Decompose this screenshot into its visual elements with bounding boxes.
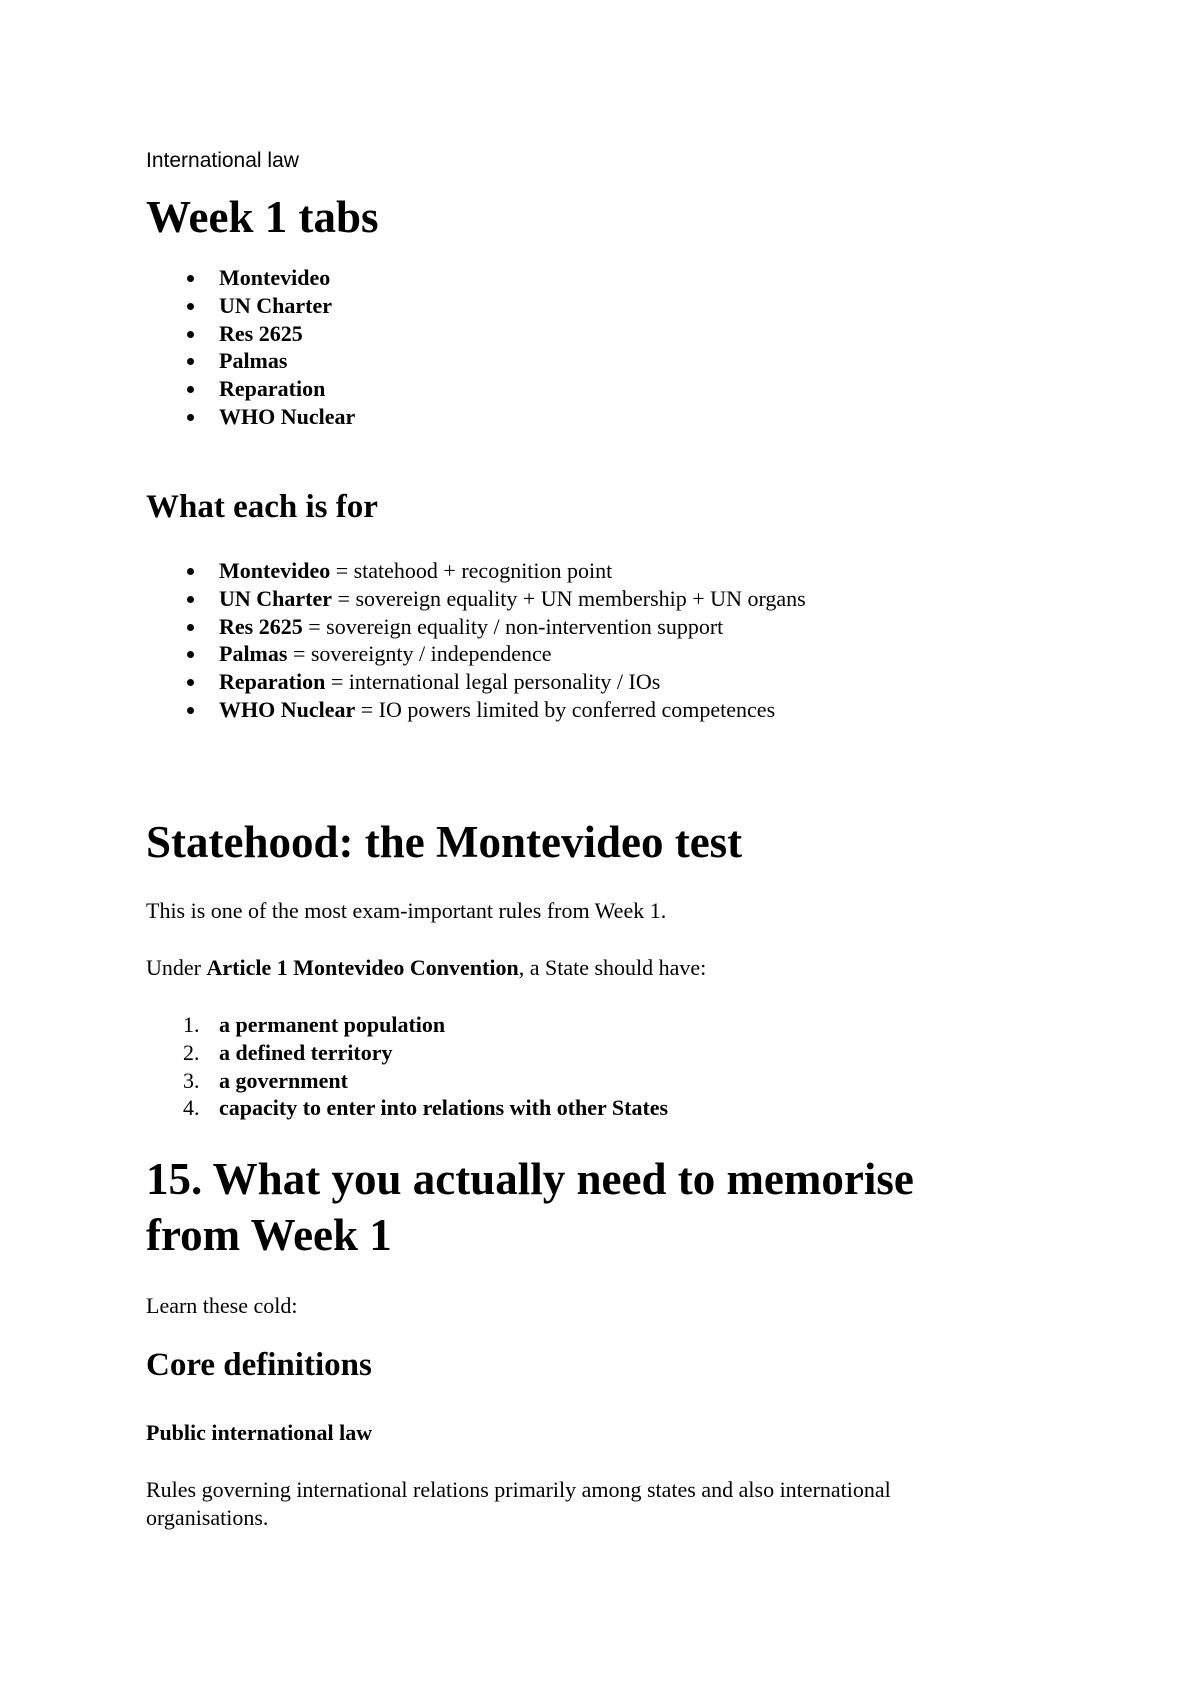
list-item (146, 375, 355, 403)
article-reference: Article 1 Montevideo Convention (206, 955, 519, 980)
term: Montevideo (219, 558, 331, 583)
heading-memorise (146, 1151, 914, 1263)
list-item (146, 347, 355, 375)
list-item (146, 1067, 668, 1095)
criterion: a permanent population (219, 1012, 446, 1037)
list-number: 2. (183, 1039, 200, 1065)
statehood-article-line (146, 954, 706, 982)
heading-statehood: Statehood: the Montevideo test (146, 817, 743, 867)
document-subtitle: International law (146, 149, 299, 172)
description: = sovereign equality / non-intervention support (302, 613, 724, 639)
list-item (146, 696, 806, 724)
pil-definition (146, 1476, 891, 1532)
tab-name: UN Charter (219, 292, 333, 318)
list-number: 4. (183, 1095, 200, 1121)
term: WHO Nuclear (219, 696, 356, 722)
tab-name: Palmas (219, 348, 288, 374)
list-item (146, 640, 806, 668)
list-item (146, 1011, 668, 1039)
list-item (146, 585, 806, 613)
statehood-intro: This is one of the most exam-important rules from Week 1. (146, 898, 667, 923)
list-item (146, 264, 355, 292)
term: Palmas (219, 641, 288, 667)
tab-name: Res 2625 (219, 320, 303, 346)
what-each-is-for-list (146, 557, 806, 724)
list-item (146, 1039, 668, 1067)
list-item (146, 320, 355, 348)
list-item (146, 668, 806, 696)
heading-line: from Week 1 (146, 1210, 392, 1260)
week1-tabs-list (146, 264, 355, 431)
text-line: organisations. (146, 1505, 269, 1530)
description: = statehood + recognition point (330, 558, 613, 583)
memorise-intro: Learn these cold: (146, 1293, 298, 1318)
list-item (146, 613, 806, 641)
montevideo-criteria-list (146, 1011, 668, 1122)
tab-name: Montevideo (219, 265, 331, 290)
term: Res 2625 (219, 613, 303, 639)
heading-line: 15. What you actually need to memorise (146, 1154, 914, 1204)
list-number: 3. (183, 1067, 200, 1093)
term: Reparation (219, 669, 326, 695)
tab-name: Reparation (219, 376, 326, 402)
criterion: capacity to enter into relations with other States (219, 1095, 669, 1121)
criterion: a defined territory (219, 1039, 393, 1065)
list-number: 1. (183, 1012, 200, 1037)
text-run: Under (146, 955, 207, 980)
description: = sovereign equality + UN membership + UN organs (332, 585, 806, 611)
list-item (146, 557, 806, 585)
criterion: a government (219, 1067, 348, 1093)
list-item (146, 1094, 668, 1122)
heading-core-definitions: Core definitions (146, 1347, 372, 1383)
description: = IO powers limited by conferred competences (355, 696, 776, 722)
heading-what-each-is-for: What each is for (146, 489, 378, 525)
list-item (146, 403, 355, 431)
term: UN Charter (219, 585, 333, 611)
list-item (146, 292, 355, 320)
heading-week1-tabs: Week 1 tabs (146, 192, 379, 242)
description: = sovereignty / independence (287, 641, 552, 667)
text-line: Rules governing international relations primarily among states and also international (146, 1477, 891, 1502)
description: = international legal personality / IOs (325, 669, 661, 695)
heading-public-international-law: Public international law (146, 1420, 373, 1445)
tab-name: WHO Nuclear (219, 403, 356, 429)
text-run: , a State should have: (518, 955, 707, 980)
